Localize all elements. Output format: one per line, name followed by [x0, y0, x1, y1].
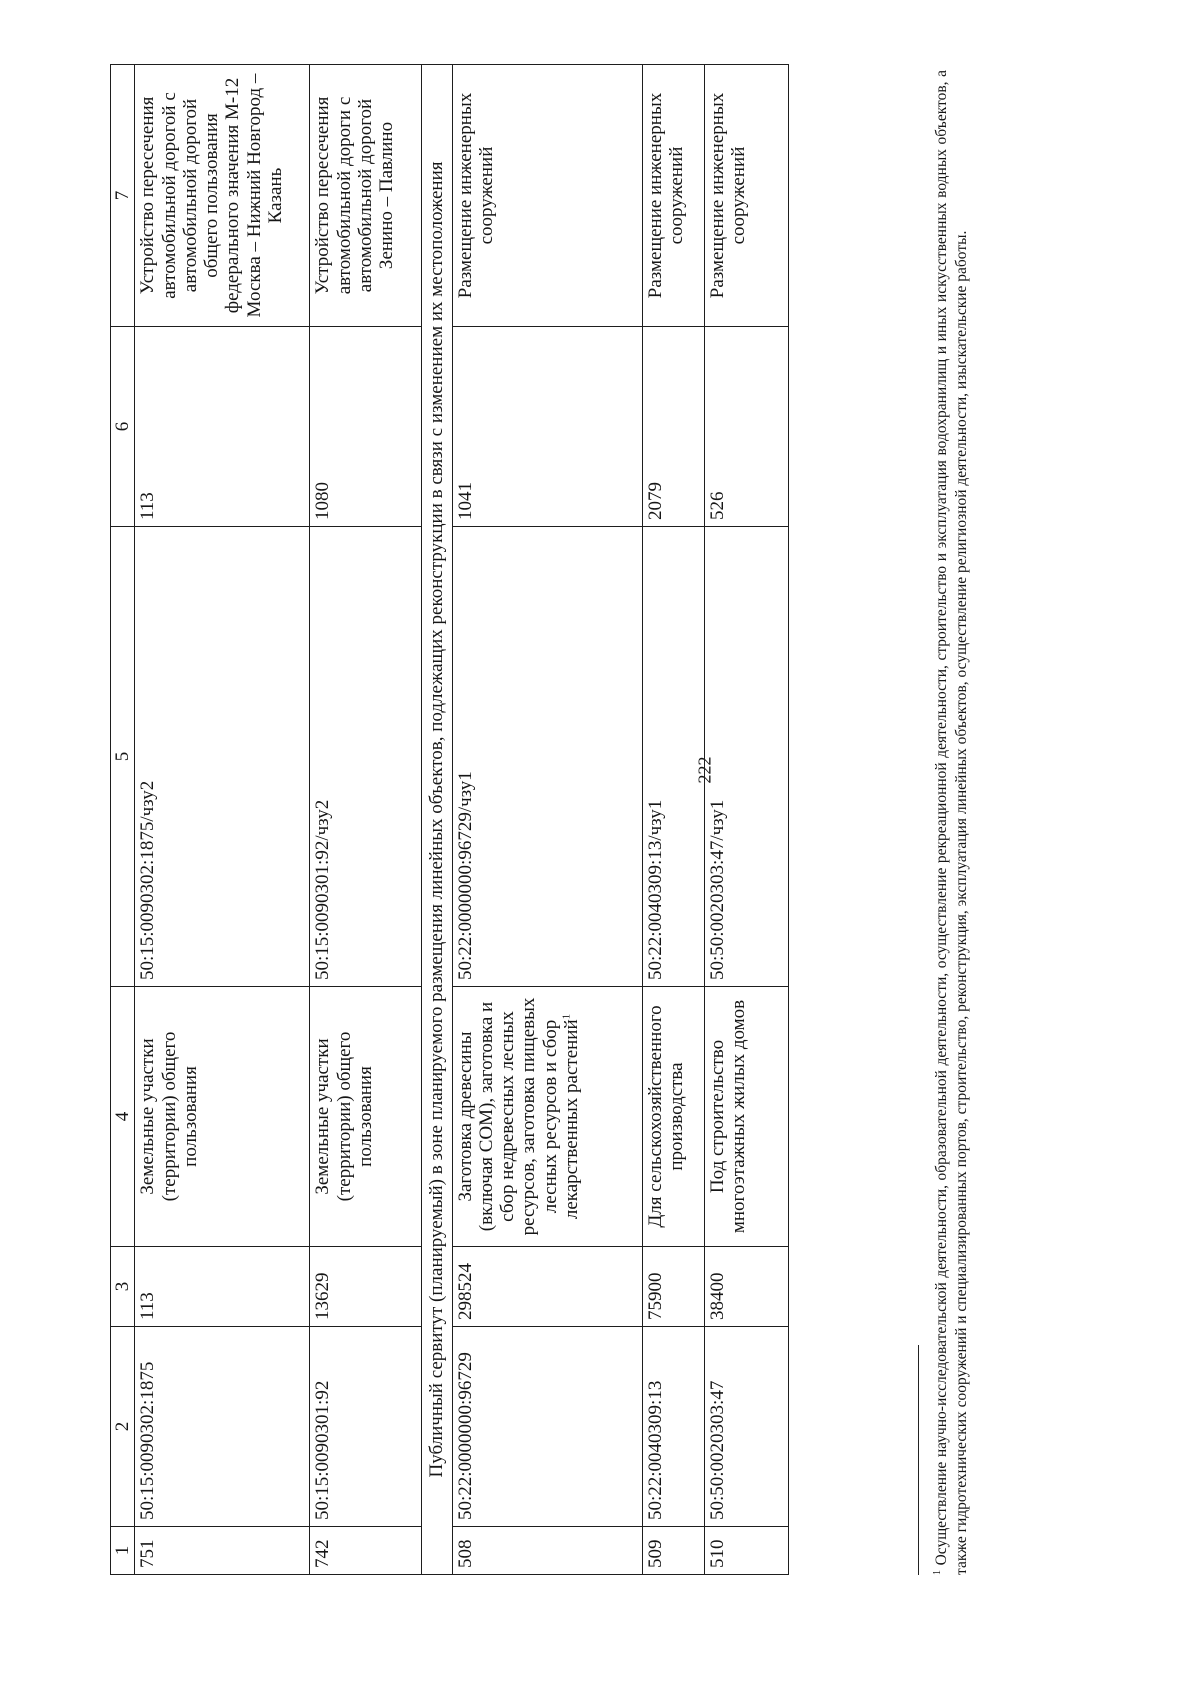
- row-number: 509: [642, 1527, 704, 1575]
- servitude-part-number: 50:22:0040309:13/чзу1: [642, 527, 704, 987]
- servitude-part-number: 50:50:0020303:47/чзу1: [704, 527, 788, 987]
- land-use-category: [452, 987, 642, 1247]
- land-use-text: Заготовка древесины (включая СОМ), заготовка и сбор недревесных лесных ресурсов, заготовка пищевых лесных ресурсов и сбор лекарственных растений: [454, 997, 582, 1236]
- land-use-category: Для сельскохозяйственного производства: [642, 987, 704, 1247]
- header-cell: 3: [111, 1247, 135, 1327]
- header-cell: 2: [111, 1327, 135, 1527]
- row-number: 742: [310, 1527, 422, 1575]
- servitude-purpose: Устройство пересечения автомобильной дорогой с автомобильной дорогой общего пользования федерального значения М-12 Москва – Нижний Новгород – Казань: [135, 65, 310, 327]
- plot-area: 75900: [642, 1247, 704, 1327]
- plot-area: 13629: [310, 1247, 422, 1327]
- footnote-text: Осуществление научно-исследовательской деятельности, образовательной деятельности, осуществление рекреационной деятельности, строительство и эксплуатация водохранилищ и иных искусственных водных объектов, а также гидротехнических сооружений и специализированных портов, строительство, реконструкция, эксплуатация линейных объектов, осуществление религиозной деятельности, изыскательские работы.: [933, 70, 970, 1575]
- table-row: [452, 65, 642, 1575]
- table-header-row: [111, 65, 135, 1575]
- row-number: 510: [704, 1527, 788, 1575]
- plot-area: 298524: [452, 1247, 642, 1327]
- header-cell: 6: [111, 327, 135, 527]
- servitude-area: 1080: [310, 327, 422, 527]
- section-row: [422, 65, 452, 1575]
- servitude-part-number: 50:15:0090302:1875/чзу2: [135, 527, 310, 987]
- table-row: [310, 65, 422, 1575]
- footnote-separator: [918, 1345, 919, 1575]
- land-plots-table: [110, 64, 789, 1575]
- row-number: 751: [135, 1527, 310, 1575]
- servitude-purpose: Размещение инженерных сооружений: [642, 65, 704, 327]
- table-row: [704, 65, 788, 1575]
- footnote: [932, 70, 972, 1575]
- cadastral-number: 50:50:0020303:47: [704, 1327, 788, 1527]
- plot-area: 113: [135, 1247, 310, 1327]
- table-row: [135, 65, 310, 1575]
- header-cell: 5: [111, 527, 135, 987]
- section-title: Публичный сервитут (планируемый) в зоне планируемого размещения линейных объектов, подлежащих реконструкции в связи с изменением их местоположения: [422, 65, 452, 1575]
- cadastral-number: 50:22:0000000:96729: [452, 1327, 642, 1527]
- header-cell: 1: [111, 1527, 135, 1575]
- plot-area: 38400: [704, 1247, 788, 1327]
- land-use-category: Земельные участки (территории) общего пользования: [310, 987, 422, 1247]
- servitude-area: 113: [135, 327, 310, 527]
- cadastral-number: 50:15:0090302:1875: [135, 1327, 310, 1527]
- table-row: [642, 65, 704, 1575]
- cadastral-number: 50:22:0040309:13: [642, 1327, 704, 1527]
- header-cell: 4: [111, 987, 135, 1247]
- servitude-part-number: 50:22:0000000:96729/чзу1: [452, 527, 642, 987]
- servitude-area: 1041: [452, 327, 642, 527]
- land-use-category: Под строительство многоэтажных жилых домов: [704, 987, 788, 1247]
- servitude-part-number: 50:15:0090301:92/чзу2: [310, 527, 422, 987]
- row-number: 508: [452, 1527, 642, 1575]
- cadastral-number: 50:15:0090301:92: [310, 1327, 422, 1527]
- servitude-purpose: Размещение инженерных сооружений: [704, 65, 788, 327]
- footnote-reference: 1: [560, 1013, 573, 1020]
- servitude-area: 2079: [642, 327, 704, 527]
- footnote-mark: 1: [931, 1570, 943, 1575]
- page-number: 222: [694, 756, 715, 784]
- land-use-category: Земельные участки (территории) общего пользования: [135, 987, 310, 1247]
- servitude-area: 526: [704, 327, 788, 527]
- header-cell: 7: [111, 65, 135, 327]
- servitude-purpose: Размещение инженерных сооружений: [452, 65, 642, 327]
- rotated-landscape-content: [110, 65, 1040, 1575]
- servitude-purpose: Устройство пересечения автомобильной дороги с автомобильной дорогой Зенино – Павлино: [310, 65, 422, 327]
